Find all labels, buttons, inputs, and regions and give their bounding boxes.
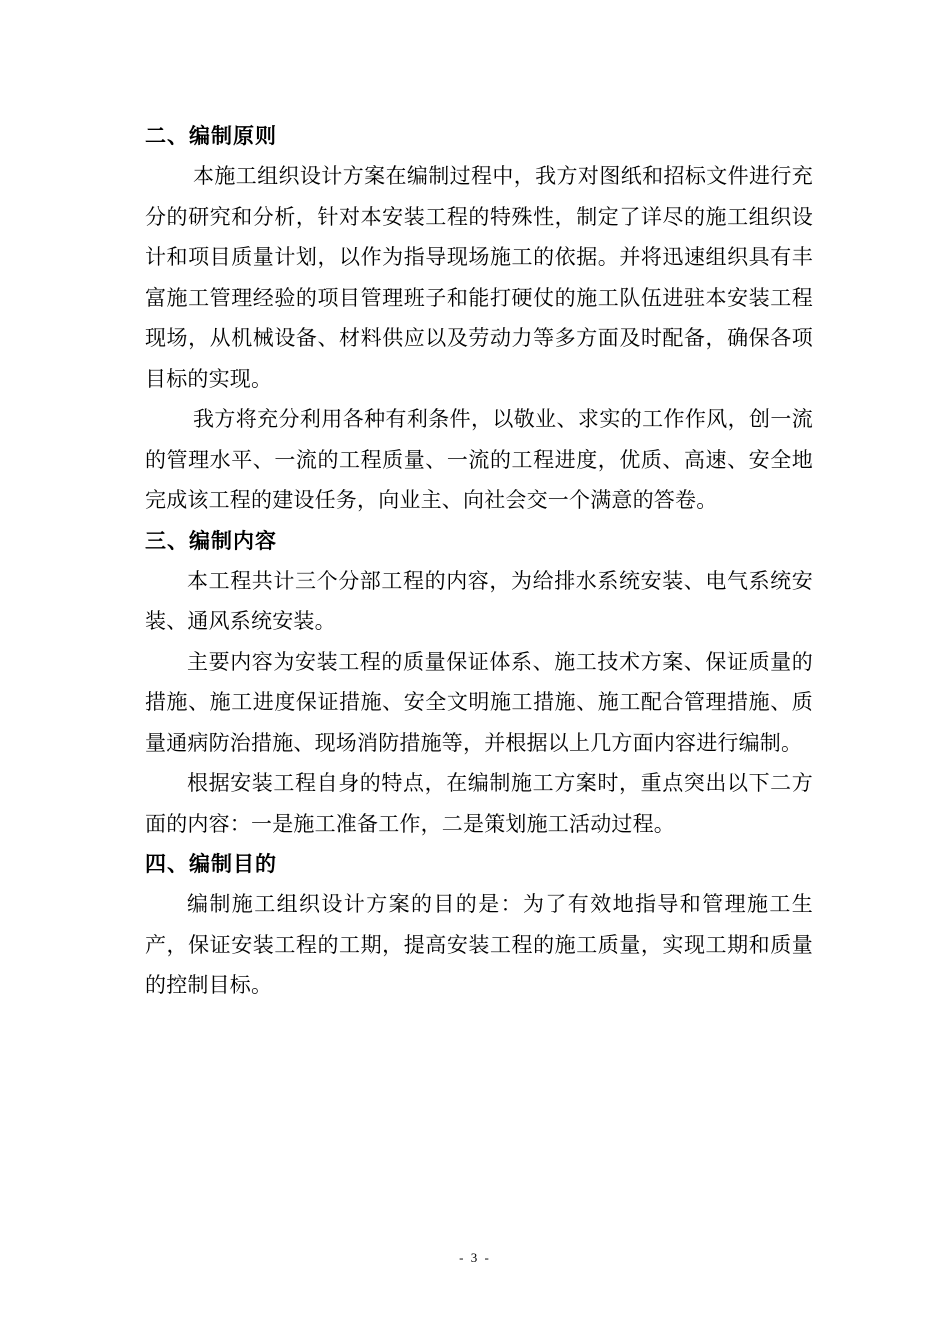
paragraph: 我方将充分利用各种有利条件，以敬业、求实的工作作风，创一流的管理水平、一流的工程质量、一流的工程进度，优质、高速、安全地完成该工程的建设任务，向业主、向社会交一个满意的答卷。: [145, 407, 813, 512]
document-body: [145, 116, 813, 1006]
paragraph: 编制施工组织设计方案的目的是：为了有效地指导和管理施工生产，保证安装工程的工期，提高安装工程的施工质量，实现工期和质量的控制目标。: [145, 892, 813, 997]
paragraph: 本施工组织设计方案在编制过程中，我方对图纸和招标文件进行充分的研究和分析，针对本安装工程的特殊性，制定了详尽的施工组织设计和项目质量计划，以作为指导现场施工的依据。并将迅速组织具有丰富施工管理经验的项目管理班子和能打硬仗的施工队伍进驻本安装工程现场，从机械设备、材料供应以及劳动力等多方面及时配备，确保各项目标的实现。: [145, 164, 813, 391]
paragraph: 本工程共计三个分部工程的内容，为给排水系统安装、电气系统安装、通风系统安装。: [145, 568, 813, 633]
section-heading-principles: 二、编制原则: [145, 124, 277, 148]
paragraph: 主要内容为安装工程的质量保证体系、施工技术方案、保证质量的措施、施工进度保证措施、安全文明施工措施、施工配合管理措施、质量通病防治措施、现场消防措施等，并根据以上几方面内容进行编制。: [145, 649, 813, 755]
paragraph: 根据安装工程自身的特点，在编制施工方案时，重点突出以下二方面的内容：一是施工准备工作，二是策划施工活动过程。: [145, 771, 813, 836]
section-heading-contents: 三、编制内容: [145, 528, 277, 553]
section-heading-purpose: 四、编制目的: [145, 852, 277, 876]
page-number: - 3 -: [459, 1250, 491, 1265]
